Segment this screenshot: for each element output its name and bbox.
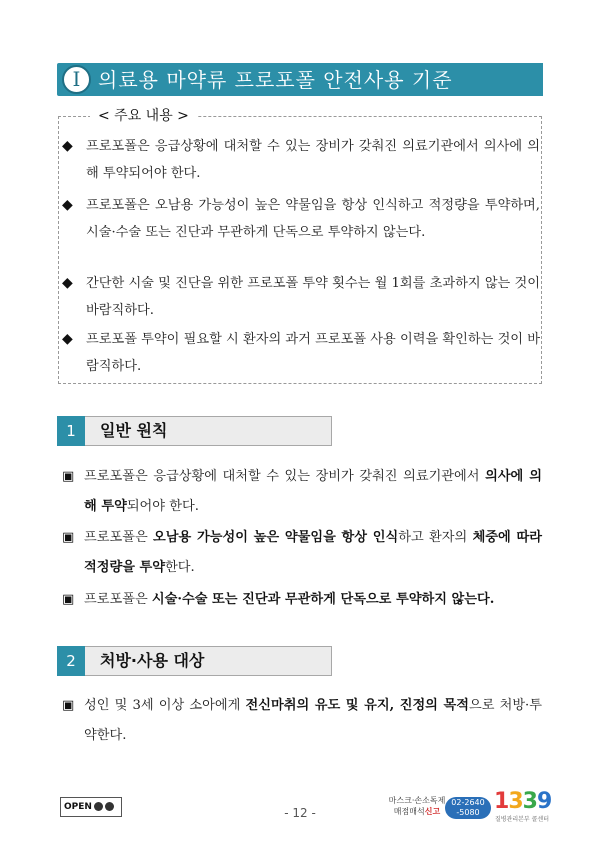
callcenter-logo	[494, 789, 551, 814]
summary-item	[62, 192, 540, 246]
square-bullet-icon: ▣	[62, 592, 75, 607]
diamond-bullet-icon: ◆	[62, 197, 73, 213]
square-bullet-icon: ▣	[62, 698, 75, 713]
item-emphasis: 시술·수술 또는 진단과 무관하게 단독으로 투약하지 않는다.	[151, 592, 495, 607]
license-circle-icon	[105, 802, 114, 811]
item-text: 되어야 한다.	[126, 499, 199, 514]
chapter-number: Ⅰ	[62, 65, 91, 94]
license-circle-icon	[94, 802, 103, 811]
logo-digit: 3	[522, 789, 537, 814]
logo-digit: 9	[536, 789, 552, 814]
callcenter-subtitle: 질병관리본부 콜센터	[494, 816, 550, 823]
section-title: 처방·사용 대상	[100, 651, 205, 670]
page-number: - 12 -	[284, 806, 316, 820]
item-emphasis: 체중에 따라 적정량을 투약	[84, 530, 542, 575]
summary-item-text: 프로포폴은 오남용 가능성이 높은 약물임을 항상 인식하고 적정량을 투약하며, 시술·수술 또는 진단과 무관하게 단독으로 투약하지 않는다.	[86, 198, 540, 240]
square-bullet-icon: ▣	[62, 469, 75, 484]
logo-digit: 1	[494, 789, 509, 814]
report-highlight: 신고	[424, 807, 441, 816]
diamond-bullet-icon: ◆	[62, 331, 73, 347]
section-number: 1	[57, 416, 85, 446]
section-title: 일반 원칙	[100, 421, 168, 440]
item-text: 성인 및 3세 이상 소아에게	[84, 698, 246, 713]
phone-line: 02-2640	[451, 798, 485, 807]
summary-item-text: 프로포폴 투약이 필요할 시 환자의 과거 프로포폴 사용 이력을 확인하는 것이 바람직하다.	[86, 332, 540, 374]
summary-header: < 주요 내용 >	[90, 106, 197, 126]
principle-item	[62, 585, 542, 615]
report-line: 매점매석	[393, 807, 425, 816]
square-bullet-icon: ▣	[62, 530, 75, 545]
report-line: 마스크·손소독제	[388, 796, 446, 805]
summary-item	[62, 133, 540, 187]
open-label: OPEN	[64, 802, 92, 812]
summary-item	[62, 326, 540, 380]
item-text: 으로 처방·투약한다.	[84, 698, 542, 743]
item-text: 프로포폴은	[84, 530, 154, 545]
diamond-bullet-icon: ◆	[62, 275, 73, 291]
item-text: 프로포폴은	[84, 592, 152, 607]
item-emphasis: 의사에 의해 투약	[84, 469, 542, 514]
target-item	[62, 691, 542, 751]
phone-line: -5080	[456, 808, 480, 817]
section-number: 2	[57, 646, 85, 676]
open-license-logo	[60, 797, 122, 817]
summary-item-text: 프로포폴은 응급상황에 대처할 수 있는 장비가 갖춰진 의료기관에서 의사에 의해 투약되어야 한다.	[86, 139, 540, 181]
summary-item-text: 간단한 시술 및 진단을 위한 프로포폴 투약 횟수는 월 1회를 초과하지 않는 것이 바람직하다.	[86, 276, 540, 318]
diamond-bullet-icon: ◆	[62, 138, 73, 154]
principle-item	[62, 523, 542, 583]
item-text: 프로포폴은 응급상황에 대처할 수 있는 장비가 갖춰진 의료기관에서	[84, 469, 486, 484]
item-emphasis: 전신마취의 유도 및 유지, 진정의 목적	[245, 698, 469, 713]
principle-item	[62, 462, 542, 522]
phone-badge	[445, 797, 491, 819]
logo-digit: 3	[508, 789, 523, 814]
item-emphasis: 오남용 가능성이 높은 약물임을 항상 인식	[153, 530, 399, 545]
item-text: 하고 환자의	[398, 530, 473, 545]
chapter-title: 의료용 마약류 프로포폴 안전사용 기준	[98, 68, 453, 92]
summary-item	[62, 270, 540, 324]
item-text: 한다.	[165, 560, 195, 575]
